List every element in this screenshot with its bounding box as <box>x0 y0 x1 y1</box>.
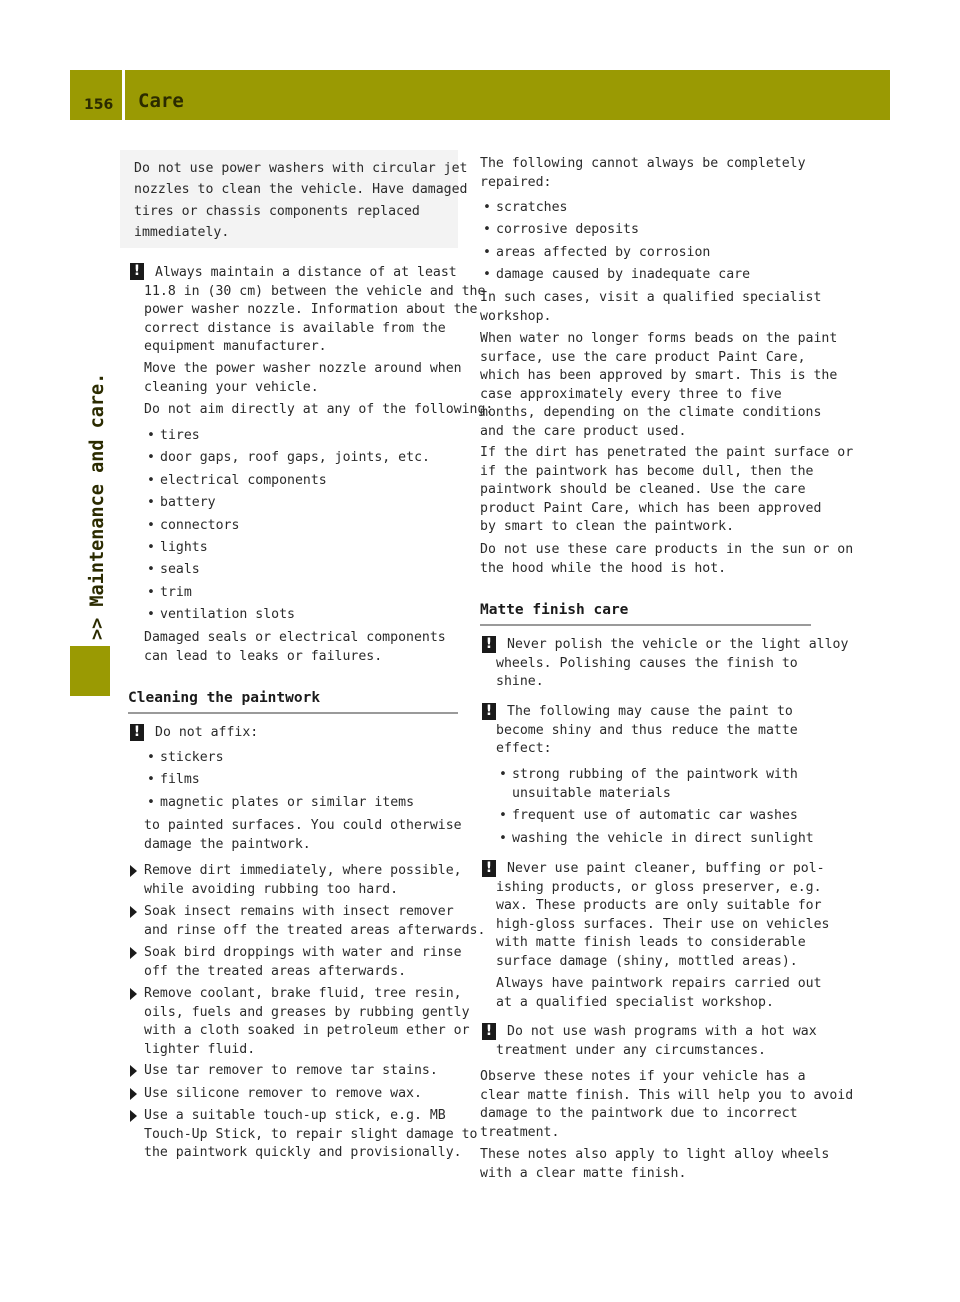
note-text: damage the paintwork. <box>144 836 311 852</box>
warning-icon: ! <box>482 636 496 653</box>
bullet-item: battery <box>160 495 216 511</box>
paragraph-text: surface, use the care product Paint Care, <box>480 349 806 365</box>
bullet-item: strong rubbing of the paintwork with <box>512 767 798 782</box>
note-text: Do not aim directly at any of the following: <box>144 402 494 417</box>
paragraph-text: if the paintwork has become dull, then the <box>480 463 814 479</box>
warning-icon: ! <box>482 1023 496 1040</box>
note-text: power washer nozzle. Information about the <box>144 302 478 318</box>
paragraph-text: paintwork should be cleaned. Use the care <box>480 482 806 498</box>
note-text: cleaning your vehicle. <box>144 379 319 395</box>
bullet-icon: • <box>147 428 155 443</box>
paragraph-text: and the care product used. <box>480 424 687 439</box>
note-text: The following may cause the paint to <box>507 704 793 719</box>
bullet-icon: • <box>147 607 155 623</box>
note-text: Do not use wash programs with a hot wax <box>507 1024 817 1039</box>
section-rule <box>480 624 811 626</box>
step-text: Use silicone remover to remove wax. <box>144 1086 422 1101</box>
note-text: can lead to leaks or failures. <box>144 648 383 664</box>
bullet-icon: • <box>147 495 155 511</box>
note-text: Always have paintwork repairs carried out <box>496 976 822 991</box>
paragraph-text: months, depending on the climate conditions <box>480 405 822 421</box>
bullet-item: corrosive deposits <box>496 222 639 238</box>
note-text: Damaged seals or electrical components <box>144 630 446 645</box>
bullet-icon: • <box>147 472 155 488</box>
paragraph-text: workshop. <box>480 308 552 324</box>
bullet-item: seals <box>160 562 200 578</box>
note-text: shine. <box>496 674 544 690</box>
note-text: Never polish the vehicle or the light alloy <box>507 637 849 652</box>
note-text: surface damage (shiny, mottled areas). <box>496 954 798 969</box>
page-number: 156 <box>84 97 114 113</box>
page-number-box <box>70 70 125 120</box>
paragraph-text: These notes also apply to light alloy wheels <box>480 1147 830 1162</box>
step-arrow-icon <box>130 988 137 1000</box>
step-arrow-icon <box>130 947 137 959</box>
bullet-item: damage caused by inadequate care <box>496 267 751 283</box>
paragraph-text: Observe these notes if your vehicle has a <box>480 1069 806 1084</box>
bullet-icon: • <box>147 584 155 600</box>
step-text: Use a suitable touch-up stick, e.g. MB <box>144 1108 446 1123</box>
paragraph-text: product Paint Care, which has been approved <box>480 500 822 516</box>
page-header <box>70 70 890 120</box>
bullet-item: stickers <box>160 750 224 765</box>
paragraph-text: with a clear matte finish. <box>480 1165 687 1181</box>
note-text: wheels. Polishing causes the finish to <box>496 655 798 671</box>
bullet-icon: • <box>483 244 491 260</box>
section-heading-matte-finish: Matte finish care <box>480 602 629 618</box>
bullet-icon: • <box>483 222 491 238</box>
paragraph-text: by smart to clean the paintwork. <box>480 519 735 535</box>
step-text: and rinse off the treated areas afterwards. <box>144 922 486 938</box>
bullet-item: frequent use of automatic car washes <box>512 808 798 823</box>
step-arrow-icon <box>130 865 137 877</box>
paragraph-text: clear matte finish. This will help you to avoid <box>480 1087 854 1103</box>
warning-icon: ! <box>130 724 144 741</box>
warning-box-line: immediately. <box>134 224 230 240</box>
note-text: correct distance is available from the <box>144 320 446 336</box>
step-text: lighter fluid. <box>144 1041 256 1057</box>
note-text: become shiny and thus reduce the matte <box>496 722 798 738</box>
paragraph-text: treatment. <box>480 1124 560 1140</box>
step-text: Soak insect remains with insect remover <box>144 904 454 919</box>
bullet-icon: • <box>499 808 507 823</box>
bullet-item: lights <box>160 540 208 555</box>
paragraph-text: In such cases, visit a qualified specialist <box>480 290 822 305</box>
note-text: treatment under any circumstances. <box>496 1042 766 1058</box>
bullet-item: tires <box>160 428 200 443</box>
step-arrow-icon <box>130 1110 137 1122</box>
bullet-icon: • <box>147 450 155 466</box>
paragraph-text: When water no longer forms beads on the paint <box>480 331 838 346</box>
bullet-item: unsuitable materials <box>512 785 671 801</box>
side-tab-block <box>70 646 110 696</box>
warning-icon: ! <box>482 860 496 877</box>
bullet-item: films <box>160 772 200 788</box>
note-text: Never use paint cleaner, buffing or pol- <box>507 861 825 876</box>
step-text: while avoiding rubbing too hard. <box>144 881 399 897</box>
warning-box-line: Do not use power washers with circular jet <box>134 161 468 176</box>
bullet-item: connectors <box>160 517 240 533</box>
bullet-icon: • <box>147 517 155 533</box>
bullet-item: magnetic plates or similar items <box>160 794 415 810</box>
bullet-icon: • <box>147 794 155 810</box>
bullet-item: door gaps, roof gaps, joints, etc. <box>160 450 430 466</box>
warning-box-line: tires or chassis components replaced <box>134 203 420 219</box>
note-text: ishing products, or gloss preserver, e.g. <box>496 879 822 895</box>
bullet-icon: • <box>499 831 507 846</box>
section-rule <box>128 712 458 714</box>
bullet-item: ventilation slots <box>160 607 295 623</box>
bullet-icon: • <box>147 562 155 578</box>
bullet-icon: • <box>483 267 491 283</box>
bullet-icon: • <box>147 772 155 788</box>
bullet-icon: • <box>147 750 155 765</box>
step-arrow-icon <box>130 1088 137 1100</box>
section-heading-cleaning-paintwork: Cleaning the paintwork <box>128 690 321 706</box>
bullet-icon: • <box>147 540 155 555</box>
note-text: equipment manufacturer. <box>144 339 327 355</box>
bullet-item: electrical components <box>160 472 327 488</box>
note-text: effect: <box>496 741 552 757</box>
side-tab-label: >> Maintenance and care. <box>87 372 108 640</box>
note-text: Do not affix: <box>155 725 259 740</box>
paragraph-text: which has been approved by smart. This is the <box>480 368 838 384</box>
step-text: off the treated areas afterwards. <box>144 963 407 979</box>
step-text: Use tar remover to remove tar stains. <box>144 1063 438 1078</box>
paragraph-text: Do not use these care products in the sun or on <box>480 542 854 557</box>
paragraph-text: the hood while the hood is hot. <box>480 560 727 576</box>
step-text: Remove dirt immediately, where possible, <box>144 863 462 878</box>
note-text: wax. These products are only suitable for <box>496 898 822 914</box>
bullet-icon: • <box>499 767 507 782</box>
paragraph-text: case approximately every three to five <box>480 386 782 402</box>
step-text: Soak bird droppings with water and rinse <box>144 945 462 960</box>
note-text: Always maintain a distance of at least <box>155 265 457 280</box>
bullet-item: scratches <box>496 200 568 215</box>
note-text: Move the power washer nozzle around when <box>144 361 462 376</box>
step-text: with a cloth soaked in petroleum ether or <box>144 1023 470 1039</box>
bullet-item: areas affected by corrosion <box>496 244 711 260</box>
step-text: oils, fuels and greases by rubbing gently <box>144 1004 470 1020</box>
step-text: the paintwork quickly and provisionally. <box>144 1145 462 1161</box>
warning-icon: ! <box>130 263 144 280</box>
paragraph-text: If the dirt has penetrated the paint surface or <box>480 445 854 460</box>
bullet-item: washing the vehicle in direct sunlight <box>512 831 814 846</box>
section-title: Care <box>138 90 184 112</box>
paragraph-text: The following cannot always be completely <box>480 156 806 171</box>
note-text: at a qualified specialist workshop. <box>496 994 774 1010</box>
note-text: with matte finish leads to considerable <box>496 935 806 951</box>
warning-icon: ! <box>482 703 496 720</box>
step-text: Touch-Up Stick, to repair slight damage to <box>144 1126 478 1142</box>
paragraph-text: damage to the paintwork due to incorrect <box>480 1106 798 1122</box>
note-text: to painted surfaces. You could otherwise <box>144 818 462 833</box>
note-text: high-gloss surfaces. Their use on vehicles <box>496 916 830 932</box>
step-text: Remove coolant, brake fluid, tree resin, <box>144 986 462 1001</box>
paragraph-text: repaired: <box>480 174 552 190</box>
bullet-icon: • <box>483 200 491 215</box>
warning-box-line: nozzles to clean the vehicle. Have damaged <box>134 182 468 198</box>
step-arrow-icon <box>130 906 137 918</box>
bullet-item: trim <box>160 584 192 600</box>
note-text: 11.8 in (30 cm) between the vehicle and the <box>144 283 486 299</box>
step-arrow-icon <box>130 1065 137 1077</box>
